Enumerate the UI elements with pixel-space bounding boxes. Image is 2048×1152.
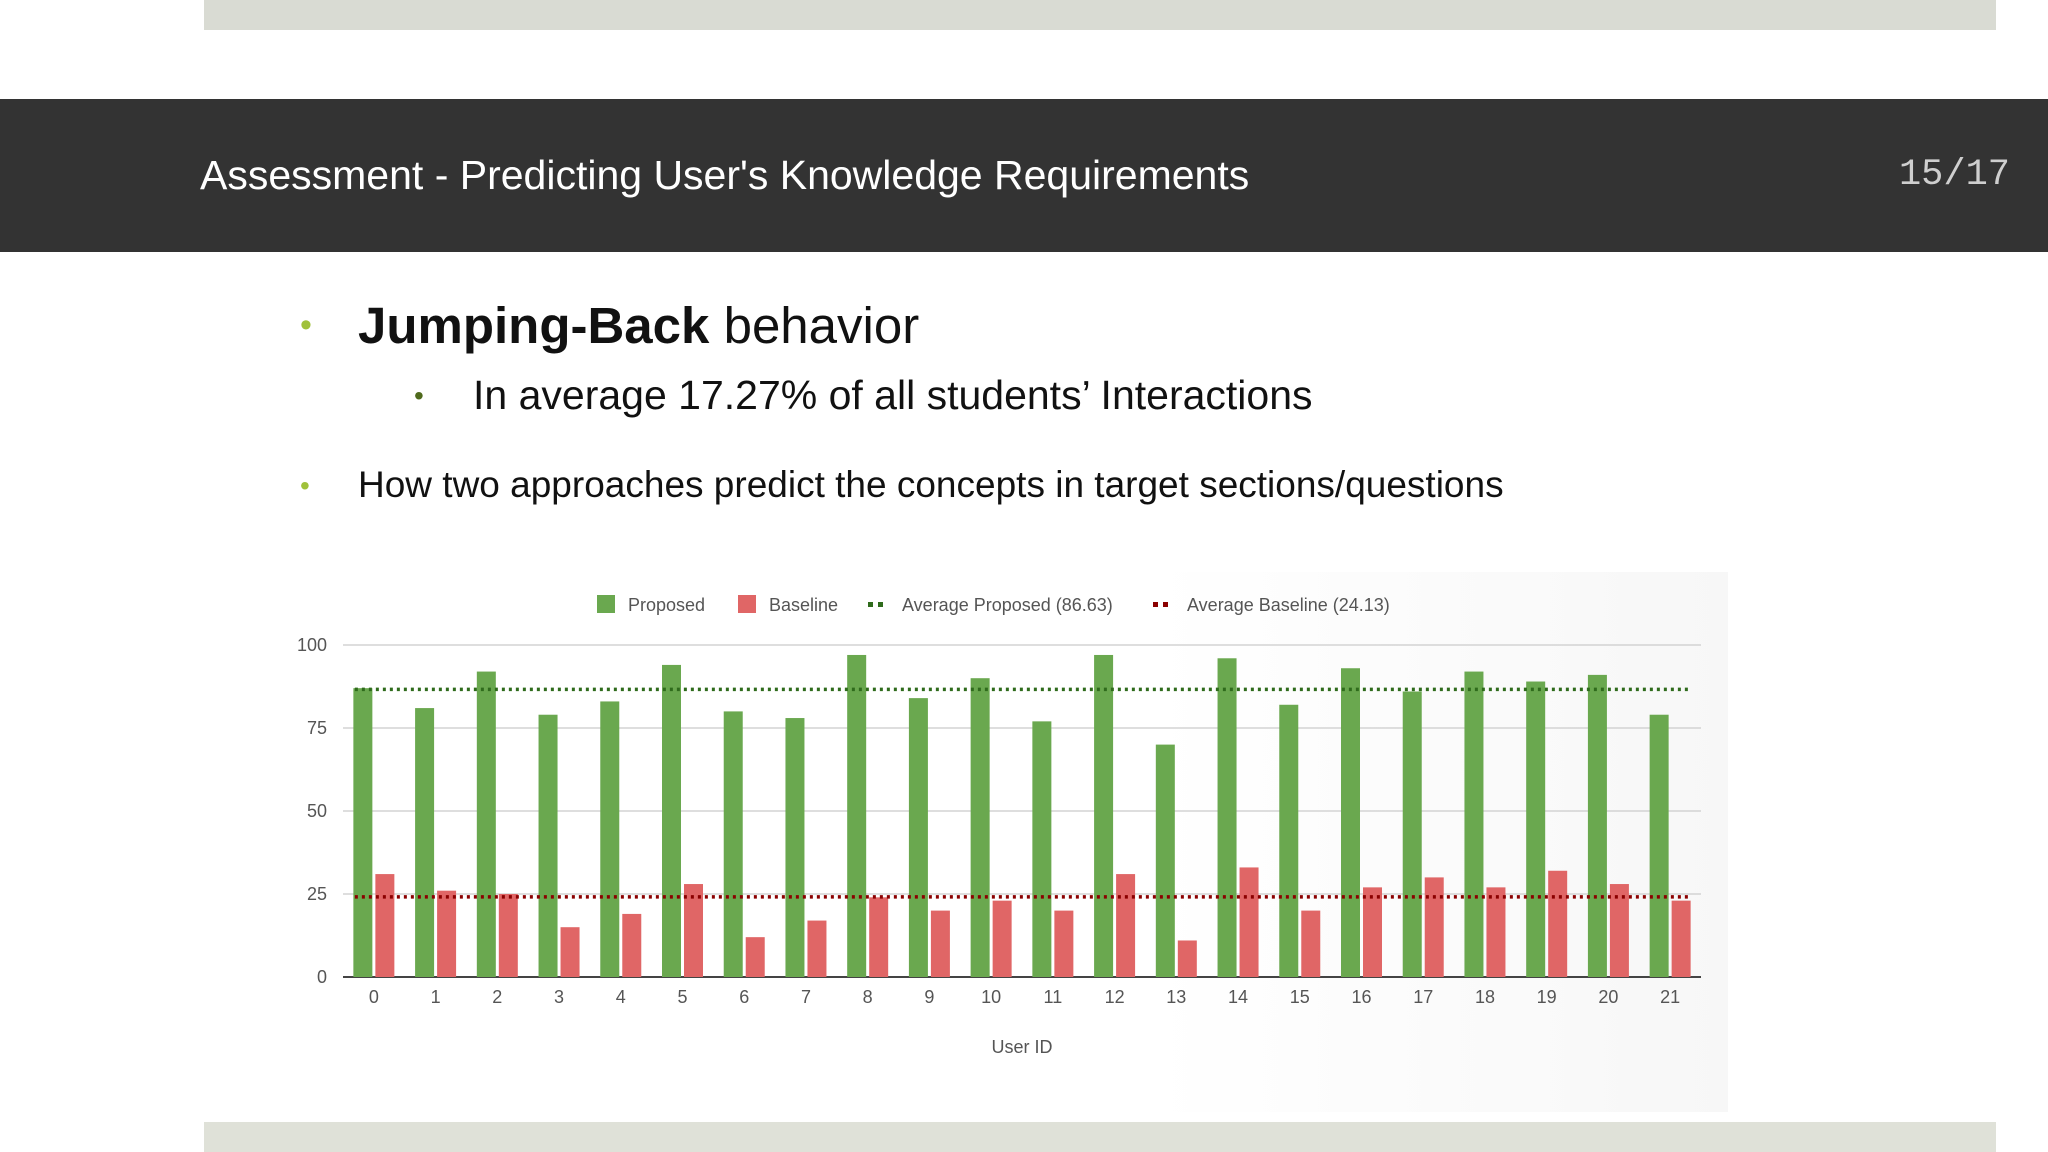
bar-proposed-user-14 bbox=[1218, 658, 1237, 977]
bar-proposed-user-12 bbox=[1094, 655, 1113, 977]
bar-baseline-user-21 bbox=[1672, 901, 1691, 977]
slide-title: Assessment - Predicting User's Knowledge Requirements bbox=[200, 152, 1250, 198]
x-tick-label: 21 bbox=[1660, 987, 1681, 1007]
x-tick-label: 5 bbox=[677, 987, 688, 1007]
bar-proposed-user-18 bbox=[1464, 672, 1483, 977]
bar-baseline-user-9 bbox=[931, 911, 950, 977]
x-tick-label: 16 bbox=[1351, 987, 1372, 1007]
x-tick-label: 7 bbox=[800, 987, 811, 1007]
bar-baseline-user-16 bbox=[1363, 887, 1382, 977]
bar-proposed-user-7 bbox=[785, 718, 804, 977]
x-tick-label: 12 bbox=[1104, 987, 1125, 1007]
chart-panel bbox=[292, 572, 1728, 1112]
bar-baseline-user-4 bbox=[622, 914, 641, 977]
legend-avg-proposed-label: Average Proposed (86.63) bbox=[902, 595, 1113, 615]
x-tick-label: 14 bbox=[1228, 987, 1249, 1007]
bar-proposed-user-1 bbox=[415, 708, 434, 977]
x-tick-label: 9 bbox=[924, 987, 935, 1007]
bar-proposed-user-5 bbox=[662, 665, 681, 977]
bar-proposed-user-8 bbox=[847, 655, 866, 977]
x-tick-label: 6 bbox=[739, 987, 750, 1007]
x-tick-label: 2 bbox=[492, 987, 503, 1007]
x-tick-label: 13 bbox=[1166, 987, 1187, 1007]
bar-proposed-user-6 bbox=[724, 711, 743, 977]
bar-baseline-user-1 bbox=[437, 891, 456, 977]
bullet-bold-text: Jumping-Back bbox=[358, 297, 710, 354]
x-tick-label: 20 bbox=[1598, 987, 1619, 1007]
bar-proposed-user-21 bbox=[1650, 715, 1669, 977]
x-tick-label: 4 bbox=[615, 987, 626, 1007]
bar-proposed-user-3 bbox=[539, 715, 558, 977]
bar-baseline-user-14 bbox=[1240, 867, 1259, 977]
x-tick-label: 17 bbox=[1413, 987, 1434, 1007]
bar-baseline-user-0 bbox=[375, 874, 394, 977]
bar-baseline-user-10 bbox=[993, 901, 1012, 977]
bar-proposed-user-17 bbox=[1403, 691, 1422, 977]
legend-baseline-swatch bbox=[738, 595, 756, 613]
bar-baseline-user-19 bbox=[1548, 871, 1567, 977]
bullet-jumping-back bbox=[300, 296, 920, 355]
x-axis-label: User ID bbox=[991, 1037, 1053, 1057]
legend-avg-baseline-marker bbox=[1153, 602, 1158, 607]
bar-proposed-user-20 bbox=[1588, 675, 1607, 977]
bar-proposed-user-13 bbox=[1156, 745, 1175, 977]
legend-baseline-label: Baseline bbox=[769, 595, 839, 615]
bar-baseline-user-6 bbox=[746, 937, 765, 977]
bar-proposed-user-9 bbox=[909, 698, 928, 977]
y-tick-label: 75 bbox=[306, 718, 327, 738]
bar-baseline-user-8 bbox=[869, 897, 888, 977]
x-tick-label: 15 bbox=[1289, 987, 1310, 1007]
bar-baseline-user-7 bbox=[807, 921, 826, 977]
bar-proposed-user-11 bbox=[1032, 721, 1051, 977]
bar-proposed-user-15 bbox=[1279, 705, 1298, 977]
bullet-two-approaches bbox=[300, 464, 1504, 506]
x-tick-label: 10 bbox=[981, 987, 1002, 1007]
bar-baseline-user-17 bbox=[1425, 877, 1444, 977]
bar-chart bbox=[292, 572, 1728, 1112]
bullet-text: In average 17.27% of all students’ Interactions bbox=[473, 372, 1313, 418]
bar-proposed-user-0 bbox=[353, 688, 372, 977]
bullet-text: How two approaches predict the concepts in target sections/questions bbox=[358, 464, 1504, 505]
legend-avg-proposed-marker bbox=[868, 602, 873, 607]
bar-baseline-user-20 bbox=[1610, 884, 1629, 977]
bottom-decor-strip bbox=[204, 1122, 1996, 1152]
bar-baseline-user-3 bbox=[561, 927, 580, 977]
bullet-dot-icon: • bbox=[414, 380, 424, 411]
bar-proposed-user-10 bbox=[971, 678, 990, 977]
bar-proposed-user-19 bbox=[1526, 682, 1545, 977]
page-number: 15/17 bbox=[1898, 154, 2010, 196]
bar-baseline-user-11 bbox=[1054, 911, 1073, 977]
legend-proposed-label: Proposed bbox=[628, 595, 706, 615]
x-tick-label: 11 bbox=[1043, 987, 1063, 1007]
sub-bullet-average bbox=[414, 372, 1313, 419]
legend-proposed-swatch bbox=[597, 595, 615, 613]
bullet-dot-icon: • bbox=[300, 306, 312, 344]
y-tick-label: 100 bbox=[296, 635, 327, 655]
bar-proposed-user-4 bbox=[600, 701, 619, 977]
bullet-text: behavior bbox=[709, 297, 920, 354]
x-tick-label: 1 bbox=[430, 987, 441, 1007]
bar-baseline-user-13 bbox=[1178, 940, 1197, 977]
y-tick-label: 0 bbox=[316, 967, 327, 987]
y-tick-label: 50 bbox=[306, 801, 327, 821]
bar-proposed-user-2 bbox=[477, 672, 496, 977]
bar-baseline-user-12 bbox=[1116, 874, 1135, 977]
bar-baseline-user-2 bbox=[499, 894, 518, 977]
legend-avg-proposed-marker bbox=[878, 602, 883, 607]
legend-avg-baseline-label: Average Baseline (24.13) bbox=[1187, 595, 1390, 615]
x-tick-label: 18 bbox=[1474, 987, 1495, 1007]
y-tick-label: 25 bbox=[306, 884, 327, 904]
x-tick-label: 0 bbox=[368, 987, 379, 1007]
legend-avg-baseline-marker bbox=[1163, 602, 1168, 607]
x-tick-label: 3 bbox=[554, 987, 565, 1007]
x-tick-label: 8 bbox=[862, 987, 873, 1007]
bar-baseline-user-15 bbox=[1301, 911, 1320, 977]
x-tick-label: 19 bbox=[1536, 987, 1557, 1007]
bullet-dot-icon: • bbox=[300, 470, 310, 501]
top-decor-strip bbox=[204, 0, 1996, 30]
bar-baseline-user-18 bbox=[1486, 887, 1505, 977]
bar-proposed-user-16 bbox=[1341, 668, 1360, 977]
